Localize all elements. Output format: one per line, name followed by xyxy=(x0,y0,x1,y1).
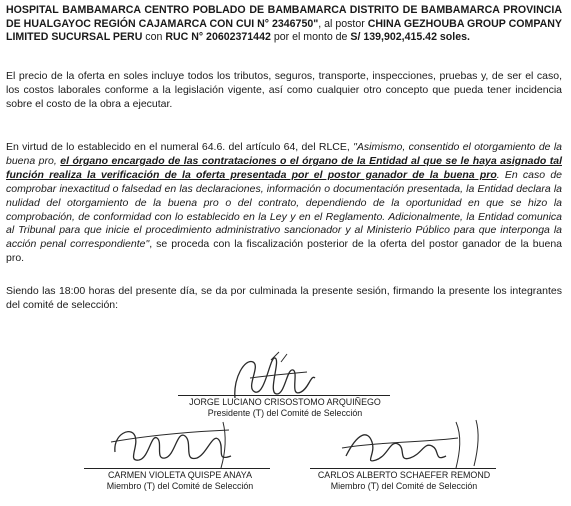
rlce-quote-italic-1: "Asimismo, consentido el otorgamiento de la buena pro, xyxy=(6,141,562,167)
signature-line-member-2 xyxy=(310,468,496,469)
signature-line-president xyxy=(178,395,390,396)
winning-bidder-name: CHINA GEZHOUBA GROUP COMPANY LIMITED SUCURSAL PERU xyxy=(6,17,562,44)
signer-role-president: Presidente (T) del Comité de Selección xyxy=(207,408,363,418)
signer-name-president: JORGE LUCIANO CRISOSTOMO ARQUIÑEGO xyxy=(189,397,381,407)
signature-scrawl-member-1 xyxy=(105,412,245,472)
header-text-3: por el monto de xyxy=(270,31,351,44)
rlce-tail: , se proceda con la fiscalización posterior de la oferta del postor ganador de la buena pro. xyxy=(6,238,563,265)
signature-scrawl-member-2 xyxy=(338,412,488,472)
rlce-quote-emphasis: el órgano encargado de las contrataciones o el órgano de la Entidad al que se le haya asignado tal función realiza la verificación de la oferta presentada por el postor ganador de la buena pro xyxy=(6,154,562,181)
bidder-ruc: RUC N° 20602371442 xyxy=(165,31,271,44)
award-amount: S/ 139,902,415.42 soles. xyxy=(350,31,470,44)
header-text-2: con xyxy=(142,31,166,44)
closing-paragraph: Siendo las 18:00 horas del presente día, se da por culminada la presente sesión, firmando la presente los integrantes del comité de selección: xyxy=(6,285,562,311)
signature-line-member-1 xyxy=(84,468,270,469)
rlce-lead: En virtud de lo establecido en el numeral 64.6. del artículo 64, del RLCE, xyxy=(6,141,354,153)
project-name: HOSPITAL BAMBAMARCA CENTRO POBLADO DE BAMBAMARCA DISTRITO DE BAMBAMARCA PROVINCIA DE HUALGAYOC REGIÓN CAJAMARCA CON CUI N° 2346750" xyxy=(6,4,562,30)
award-header-paragraph xyxy=(6,4,562,45)
rlce-quote-italic-2: . En caso de comprobar inexactitud o falsedad en las declaraciones, información o documentación presentada, la Entidad declara la nulidad del otorgamiento de la buena pro o del contrato, dependiendo de la oportunidad en que se hizo la comprobación, de conformidad con lo establecido en la Ley y en el Reglamento. Adicionalmente, la Entidad comunica al Tribunal para que inicie el procedimiento administrativo sancionador y al Ministerio Público para que interponga la acción penal correspondiente" xyxy=(6,168,562,251)
rlce-paragraph xyxy=(6,141,562,266)
signer-name-member-1: CARMEN VIOLETA QUISPE ANAYA xyxy=(107,470,252,480)
signer-role-member-2: Miembro (T) del Comité de Selección xyxy=(330,481,478,491)
signer-role-member-1: Miembro (T) del Comité de Selección xyxy=(106,481,254,491)
signer-name-member-2: CARLOS ALBERTO SCHAEFER REMOND xyxy=(317,470,491,480)
header-text-1: , al postor xyxy=(318,17,368,30)
price-paragraph: El precio de la oferta en soles incluye todos los tributos, seguros, transporte, inspecciones, pruebas y, de ser el caso, los costos laborales conforme a la legislación vigente, así como cualquier otro concepto que pueda tener incidencia sobre el costo de la obra a ejecutar. xyxy=(6,70,562,110)
